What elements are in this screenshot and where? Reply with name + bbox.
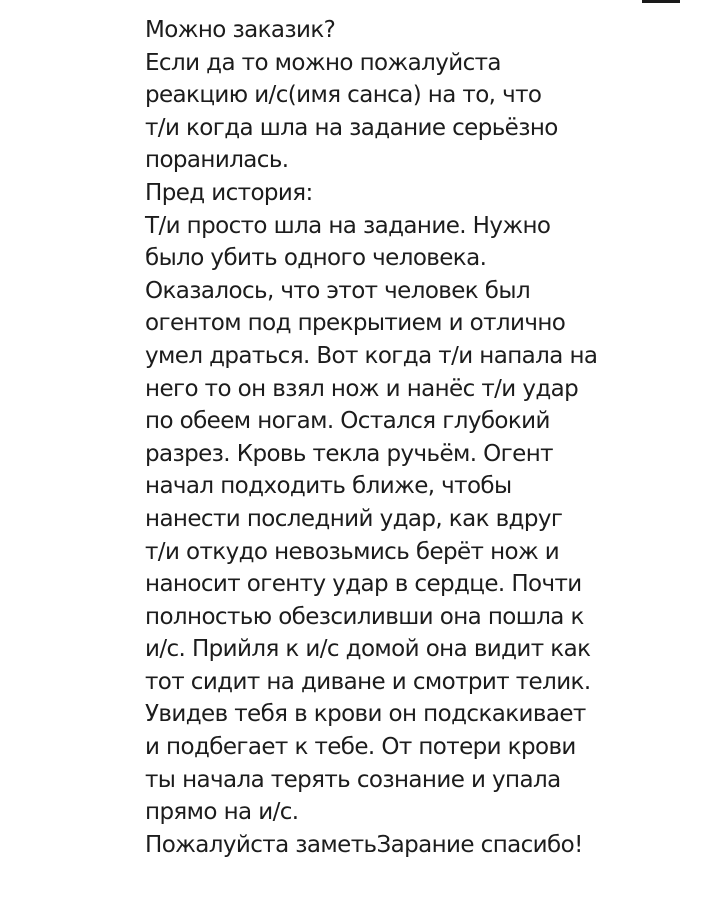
- note-line: Если да то можно пожалуйста: [145, 49, 501, 76]
- top-edge-bar: [642, 0, 680, 3]
- note-line: по обеем ногам. Остался глубокий: [145, 408, 550, 435]
- note-line: прямо на и/с.: [145, 799, 299, 826]
- note-line: наносит огенту удар в сердце. Почти: [145, 571, 582, 598]
- note-line: него то он взял нож и нанёс т/и удар: [145, 375, 579, 402]
- note-line: начал подходить ближе, чтобы: [145, 473, 512, 500]
- note-text: [145, 14, 615, 861]
- note-line: полностью обезсиливши она пошла к: [145, 603, 584, 630]
- note-line: и подбегает к тебе. От потери крови: [145, 734, 576, 761]
- note-line: Пожалуйста заметьЗарание спасибо!: [145, 831, 583, 858]
- note-line: Можно заказик?: [145, 17, 336, 43]
- note-line: умел драться. Вот когда т/и напала на: [145, 342, 598, 369]
- note-line: Пред история:: [145, 179, 313, 206]
- note-line: Т/и просто шла на задание. Нужно: [145, 212, 551, 239]
- note-line: огентом под прекрытием и отлично: [145, 310, 566, 337]
- note-line: т/и откудо невозьмись берёт нож и: [145, 538, 560, 565]
- note-line: Увидев тебя в крови он подскакивает: [145, 701, 586, 728]
- note-line: реакцию и/с(имя санса) на то, что: [145, 82, 542, 109]
- note-line: тот сидит на диване и смотрит телик.: [145, 668, 591, 695]
- note-line: нанести последний удар, как вдруг: [145, 505, 563, 532]
- note-line: т/и когда шла на задание серьёзно: [145, 114, 558, 141]
- note-line: ты начала терять сознание и упала: [145, 766, 561, 793]
- note-line: поранилась.: [145, 147, 289, 174]
- note-line: Оказалось, что этот человек был: [145, 277, 531, 304]
- note-line: разрез. Кровь текла ручьём. Огент: [145, 440, 553, 467]
- note-line: и/с. Прийля к и/с домой она видит как: [145, 636, 591, 663]
- note-line: было убить одного человека.: [145, 245, 487, 272]
